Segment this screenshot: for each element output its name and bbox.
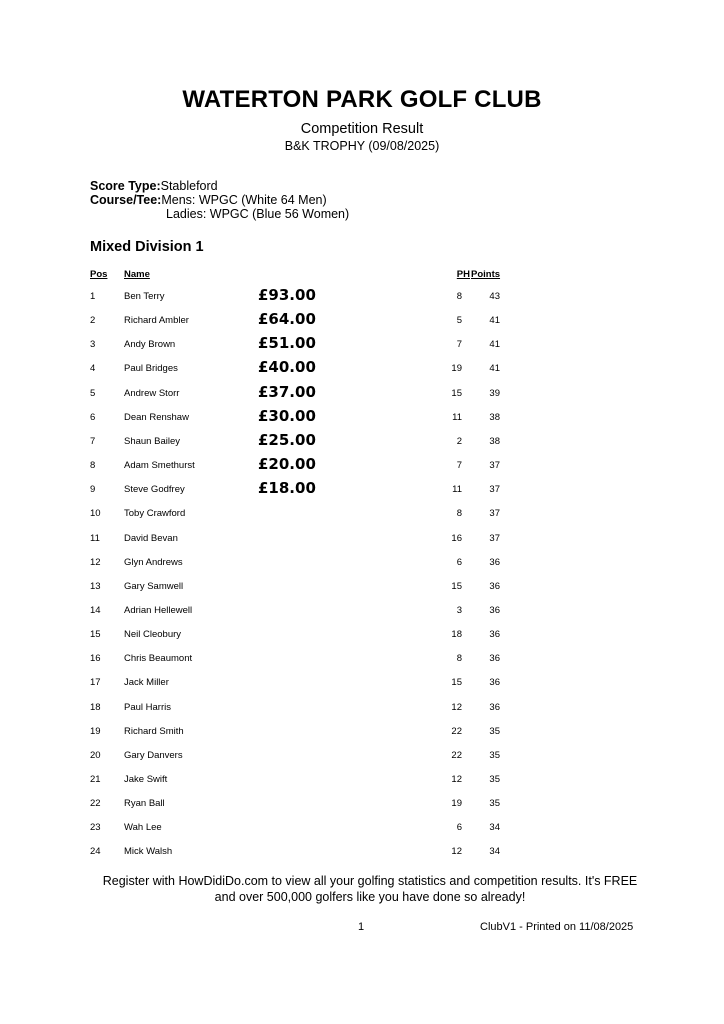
row-name: Jack Miller (124, 677, 169, 689)
row-pos: 5 (90, 387, 96, 399)
footer-line-2: and over 500,000 golfers like you have done so already! (214, 890, 526, 904)
row-ph: 11 (452, 484, 462, 496)
table-row (0, 750, 724, 770)
score-type-label: Score Type: (90, 179, 161, 193)
row-pos: 21 (90, 774, 101, 785)
table-row (0, 726, 724, 746)
row-name: Adrian Hellewell (124, 604, 193, 616)
row-ph: 6 (456, 822, 462, 834)
club-title: WATERTON PARK GOLF CLUB (182, 86, 542, 113)
row-pos: 17 (90, 677, 101, 689)
row-pos: 16 (90, 653, 101, 665)
col-header-name: Name (124, 269, 150, 280)
row-ph: 8 (456, 291, 462, 302)
row-pos: 4 (90, 363, 96, 375)
row-ph: 3 (456, 604, 462, 616)
score-type-value: Stableford (160, 179, 218, 193)
footer-note (0, 873, 724, 905)
row-pos: 7 (90, 435, 96, 447)
row-pos: 23 (90, 822, 101, 834)
table-row (0, 286, 724, 311)
page-number: 1 (358, 921, 365, 933)
row-name: Gary Samwell (124, 580, 184, 592)
row-points: 36 (489, 629, 500, 641)
competition-name: B&K TROPHY (09/08/2025) (284, 139, 440, 153)
row-ph: 5 (456, 315, 462, 327)
row-ph: 12 (451, 701, 462, 713)
col-header-points: Points (471, 269, 501, 280)
row-name: Toby Crawford (124, 508, 186, 520)
row-name: Paul Harris (124, 701, 171, 713)
row-prize: £20.00 (258, 455, 316, 474)
row-prize: £18.00 (258, 479, 316, 498)
row-ph: 22 (451, 749, 462, 761)
row-prize: £93.00 (258, 286, 316, 304)
table-row (0, 508, 724, 528)
row-pos: 24 (90, 846, 101, 858)
row-ph: 12 (451, 846, 462, 858)
course-tee-mens: Mens: WPGC (White 64 Men) (161, 193, 327, 207)
row-name: Andy Brown (124, 339, 176, 351)
row-prize: £51.00 (258, 334, 316, 353)
row-pos: 20 (90, 749, 101, 761)
row-ph: 7 (456, 339, 462, 351)
row-name: Adam Smethurst (124, 460, 195, 472)
table-row (0, 557, 724, 577)
table-row (0, 581, 724, 601)
table-row (0, 846, 724, 866)
row-points: 38 (489, 435, 500, 447)
row-points: 39 (489, 387, 500, 399)
row-name: Steve Godfrey (124, 484, 185, 496)
score-type (90, 179, 218, 193)
row-points: 41 (489, 315, 500, 327)
row-ph: 15 (451, 677, 462, 689)
row-ph: 15 (451, 387, 462, 399)
table-row (0, 430, 724, 456)
row-name: Wah Lee (124, 822, 162, 834)
table-row (0, 677, 724, 697)
row-points: 43 (489, 291, 500, 302)
row-pos: 8 (90, 460, 96, 472)
table-row (0, 479, 724, 504)
row-name: Gary Danvers (124, 749, 183, 761)
row-pos: 19 (90, 725, 101, 737)
row-points: 41 (489, 339, 500, 351)
row-points: 37 (489, 532, 500, 544)
row-points: 37 (489, 508, 500, 520)
row-points: 35 (489, 774, 500, 785)
row-name: Mick Walsh (124, 846, 173, 858)
row-name: Jake Swift (124, 774, 168, 785)
row-name: Richard Smith (124, 725, 184, 737)
row-name: Ben Terry (124, 291, 165, 302)
row-points: 37 (489, 460, 500, 472)
row-ph: 22 (451, 725, 462, 737)
table-row (0, 653, 724, 673)
row-name: Ryan Ball (124, 798, 165, 810)
row-name: Andrew Storr (124, 387, 180, 399)
row-points: 35 (489, 725, 500, 737)
table-row (0, 334, 724, 359)
row-prize: £40.00 (258, 358, 316, 377)
course-tee-ladies: Ladies: WPGC (Blue 56 Women) (166, 207, 350, 221)
row-name: Paul Bridges (124, 363, 178, 375)
row-ph: 7 (456, 460, 462, 472)
row-pos: 3 (90, 339, 96, 351)
row-name: Dean Renshaw (124, 411, 189, 423)
row-pos: 13 (90, 580, 101, 592)
table-row (0, 382, 724, 408)
row-pos: 11 (90, 532, 100, 544)
row-name: Glyn Andrews (124, 556, 183, 568)
row-points: 35 (489, 798, 500, 810)
row-ph: 2 (456, 435, 462, 447)
row-points: 36 (489, 701, 500, 713)
row-name: Chris Beaumont (124, 653, 193, 665)
row-points: 38 (489, 411, 500, 423)
row-points: 36 (489, 556, 500, 568)
table-row (0, 406, 724, 432)
table-row (0, 629, 724, 649)
row-points: 34 (489, 846, 500, 858)
row-pos: 14 (90, 604, 101, 616)
col-header-ph: PH (456, 269, 470, 280)
division-heading: Mixed Division 1 (90, 239, 204, 255)
row-name: Shaun Bailey (124, 435, 180, 447)
row-points: 41 (489, 363, 500, 375)
row-ph: 11 (452, 411, 462, 423)
row-ph: 15 (451, 580, 462, 592)
row-pos: 15 (90, 629, 101, 641)
row-points: 36 (489, 580, 500, 592)
row-ph: 12 (451, 774, 462, 785)
table-row (0, 310, 724, 335)
row-prize: £37.00 (258, 382, 316, 401)
row-points: 34 (489, 822, 500, 834)
row-name: David Bevan (124, 532, 178, 544)
table-row (0, 822, 724, 842)
row-points: 36 (489, 604, 500, 616)
course-tee-label: Course/Tee: (90, 193, 162, 207)
table-row (0, 605, 724, 625)
row-pos: 10 (90, 508, 101, 520)
table-row (0, 358, 724, 383)
row-ph: 8 (456, 508, 462, 520)
row-prize: £25.00 (258, 430, 316, 449)
row-prize: £64.00 (258, 310, 316, 329)
page-subtitle: Competition Result (300, 121, 424, 137)
row-pos: 12 (90, 556, 101, 568)
row-pos: 9 (90, 484, 96, 496)
row-points: 37 (489, 484, 500, 496)
row-pos: 2 (90, 315, 96, 327)
table-row (0, 455, 724, 480)
row-pos: 6 (90, 411, 96, 423)
table-row (0, 702, 724, 722)
row-ph: 16 (451, 532, 462, 544)
row-name: Neil Cleobury (124, 629, 182, 641)
row-ph: 19 (451, 798, 462, 810)
table-row (0, 533, 724, 553)
row-prize: £30.00 (258, 406, 316, 425)
row-ph: 18 (451, 629, 462, 641)
row-points: 36 (489, 677, 500, 689)
row-pos: 1 (90, 291, 96, 302)
table-row (0, 798, 724, 818)
table-row (0, 774, 724, 794)
row-ph: 19 (451, 363, 462, 375)
printed-info: ClubV1 - Printed on 11/08/2025 (480, 921, 634, 933)
row-points: 36 (489, 653, 500, 665)
row-ph: 8 (456, 653, 462, 665)
row-pos: 18 (90, 701, 101, 713)
row-ph: 6 (456, 556, 462, 568)
col-header-pos: Pos (90, 269, 108, 280)
row-pos: 22 (90, 798, 101, 810)
course-tee (90, 193, 327, 207)
footer-line-1: Register with HowDidiDo.com to view all your golfing statistics and competition results. It's FREE (102, 874, 638, 888)
row-points: 35 (489, 749, 500, 761)
row-name: Richard Ambler (124, 315, 189, 327)
